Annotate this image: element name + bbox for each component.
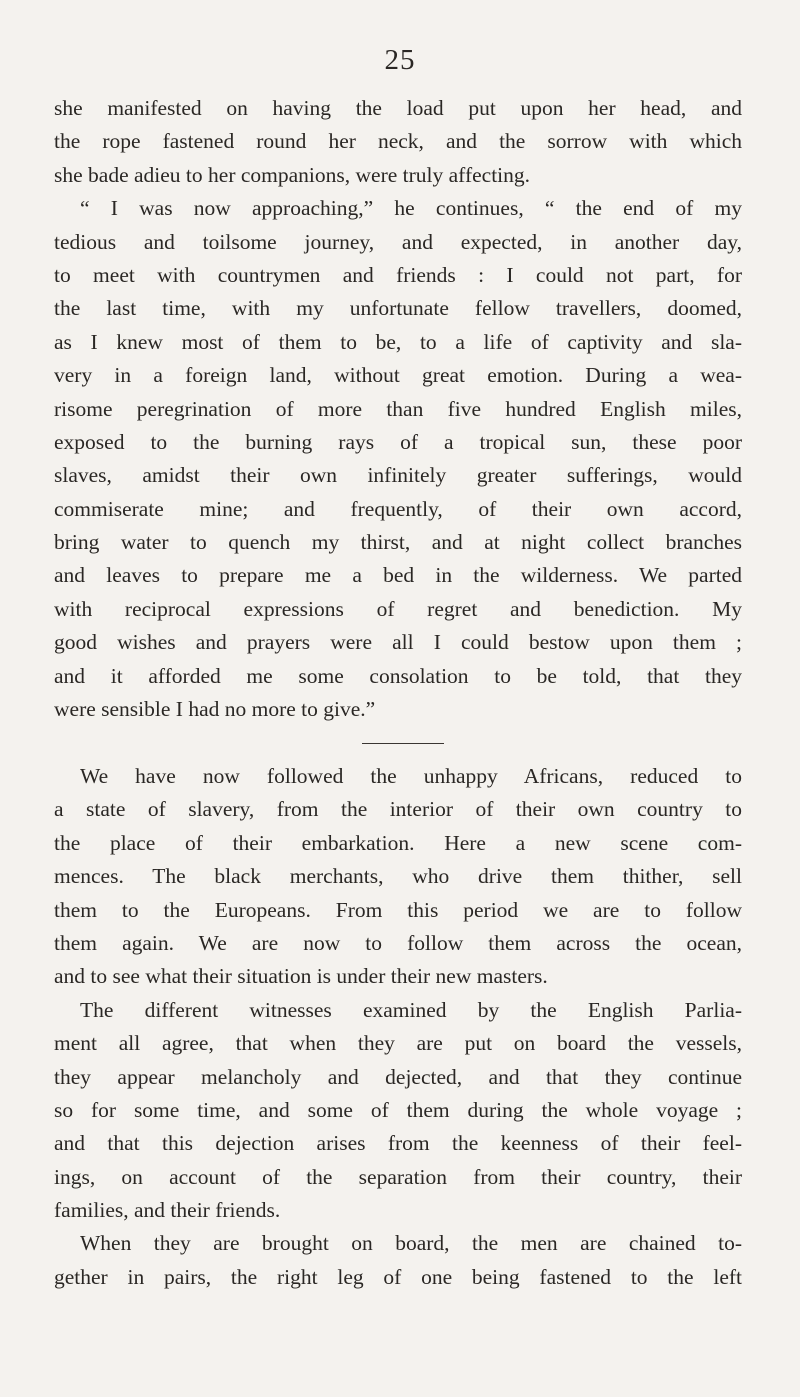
text-line: she bade adieu to her companions, were truly affecting. [54, 162, 531, 187]
text-line: the place of their embarkation. Here a new scene com- [54, 830, 742, 855]
page-number: 25 [384, 44, 416, 76]
text-line: she manifested on having the load put upon her head, and [54, 96, 742, 120]
text-line: commiserate mine; and frequently, of their own accord, [54, 496, 742, 521]
text-line: families, and their friends. [54, 1198, 281, 1223]
text-line: We have now followed the unhappy Africans, reduced to [80, 764, 742, 788]
text-line: and it afforded me some consolation to be told, that they [54, 663, 742, 688]
text-line: a state of slavery, from the interior of their own country to [54, 797, 742, 822]
text-line: ings, on account of the separation from their country, their [54, 1164, 742, 1189]
text-line: ment all agree, that when they are put on board the vessels, [54, 1031, 742, 1056]
text-line: they appear melancholy and dejected, and that they continue [54, 1064, 742, 1089]
text-line: very in a foreign land, without great emotion. During a wea- [54, 363, 742, 388]
text-line: mences. The black merchants, who drive them thither, sell [54, 864, 742, 889]
text-line: the last time, with my unfortunate fellow travellers, doomed, [54, 296, 742, 321]
text-line: and that this dejection arises from the keenness of their feel- [54, 1131, 742, 1156]
text-line: When they are brought on board, the men are chained to- [80, 1231, 742, 1256]
text-line: good wishes and prayers were all I could bestow upon them ; [54, 630, 742, 655]
text-line: to meet with countrymen and friends : I could not part, for [54, 262, 742, 287]
text-line: the rope fastened round her neck, and the sorrow with which [54, 129, 742, 154]
text-line: were sensible I had no more to give.” [54, 697, 376, 722]
text-line: gether in pairs, the right leg of one being fastened to the left [54, 1264, 742, 1289]
text-line: and to see what their situation is under their new masters. [54, 964, 548, 989]
text-line: and leaves to prepare me a bed in the wilderness. We parted [54, 563, 742, 588]
text-line: “ I was now approaching,” he continues, “ the end of my [80, 196, 742, 221]
text-line: as I knew most of them to be, to a life of captivity and sla- [54, 329, 742, 354]
text-line: The different witnesses examined by the English Parlia- [80, 997, 742, 1022]
text-line: so for some time, and some of them during the whole voyage ; [54, 1097, 742, 1122]
text-line: them to the Europeans. From this period we are to follow [54, 897, 742, 922]
section-divider [362, 743, 444, 744]
text-line: bring water to quench my thirst, and at night collect branches [54, 530, 742, 555]
passage-embarkation [54, 760, 742, 1294]
text-line: them again. We are now to follow them across the ocean, [54, 930, 742, 955]
text-line: slaves, amidst their own infinitely greater sufferings, would [54, 463, 742, 488]
text-line: with reciprocal expressions of regret and benediction. My [54, 596, 742, 621]
text-line: exposed to the burning rays of a tropical sun, these poor [54, 429, 742, 454]
passage-narrative-quote [54, 92, 742, 726]
text-line: tedious and toilsome journey, and expected, in another day, [54, 229, 742, 254]
text-line: risome peregrination of more than five hundred English miles, [54, 396, 742, 421]
